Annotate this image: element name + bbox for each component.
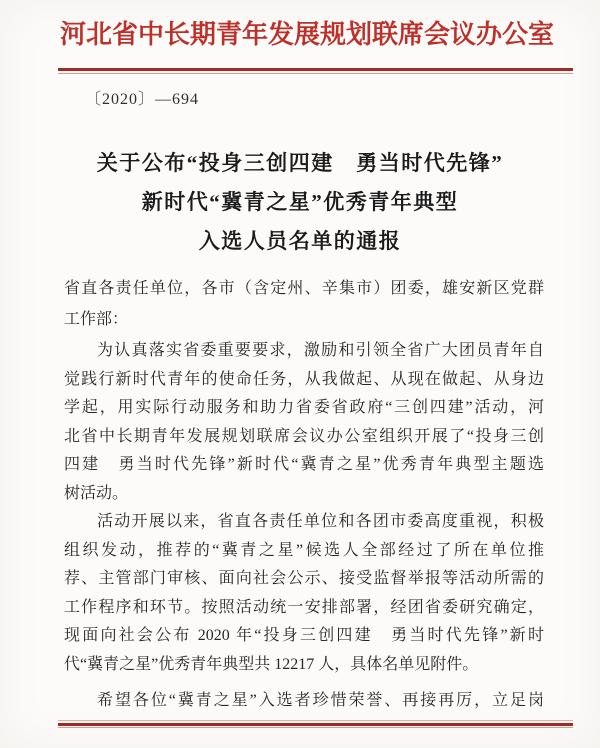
body-paragraph: [64, 508, 544, 679]
body-paragraph: [64, 687, 544, 716]
body-line: 活动开展以来，省直各责任单位和各团市委高度重视，积极: [97, 513, 544, 530]
header-divider-line: [58, 68, 573, 74]
header-divider-thick-line: [58, 68, 573, 71]
salutation-line: 省直各责任单位，各市（含定州、辛集市）团委，雄安新区党群: [64, 280, 544, 297]
body-line: 学起，用实际行动服务和助力省委省政府“三创四建”活动，河: [64, 399, 544, 416]
body-line: 树活动。: [64, 484, 129, 502]
document-header-org-name: 河北省中长期青年发展规划联席会议办公室: [59, 20, 554, 49]
header-divider-thin-line: [58, 73, 573, 74]
salutation-line: 工作部：: [64, 311, 129, 328]
footer-divider-thin-line-bottom: [58, 727, 573, 728]
footer-divider-thin-line-top: [58, 720, 573, 721]
salutation: [64, 273, 544, 335]
notice-title: [0, 144, 600, 261]
body-line: 代“冀青之星”优秀青年典型共 12217 人，具体名单见附件。: [64, 655, 479, 673]
footer-divider-thick-line: [58, 723, 573, 726]
notice-title-line: 关于公布“投身三创四建 勇当时代先锋”: [96, 151, 504, 175]
document-number: 〔2020〕—694: [85, 91, 200, 108]
body-line: 组织发动，推荐的“冀青之星”候选人全部经过了所在单位推: [64, 541, 544, 559]
footer-divider-line: [58, 720, 573, 728]
body-line: 荐、主管部门审核、面向社会公示、接受监督举报等活动所需的: [64, 570, 544, 587]
body-paragraph: [64, 337, 544, 508]
body-line: 觉践行新时代青年的使命任务，从我做起、从现在做起、从身边: [64, 370, 544, 388]
body-line: 四建 勇当时代先锋”新时代“冀青之星”优秀青年典型主题选: [64, 456, 544, 473]
body-line: 为认真落实省委重要要求，激励和引领全省广大团员青年自: [97, 342, 544, 359]
body-line: 希望各位“冀青之星”入选者珍惜荣誉、再接再厉，立足岗: [97, 692, 544, 709]
document-body: [64, 273, 544, 716]
body-line: 北省中长期青年发展规划联席会议办公室组织开展了“投身三创: [64, 427, 544, 445]
notice-title-line: 入选人员名单的通报: [198, 229, 402, 253]
body-line: 现面向社会公布 2020 年“投身三创四建 勇当时代先锋”新时: [64, 627, 544, 644]
body-line: 工作程序和环节。按照活动统一安排部署，经团省委研究确定，: [64, 598, 544, 616]
notice-title-line: 新时代“冀青之星”优秀青年典型: [141, 190, 459, 214]
